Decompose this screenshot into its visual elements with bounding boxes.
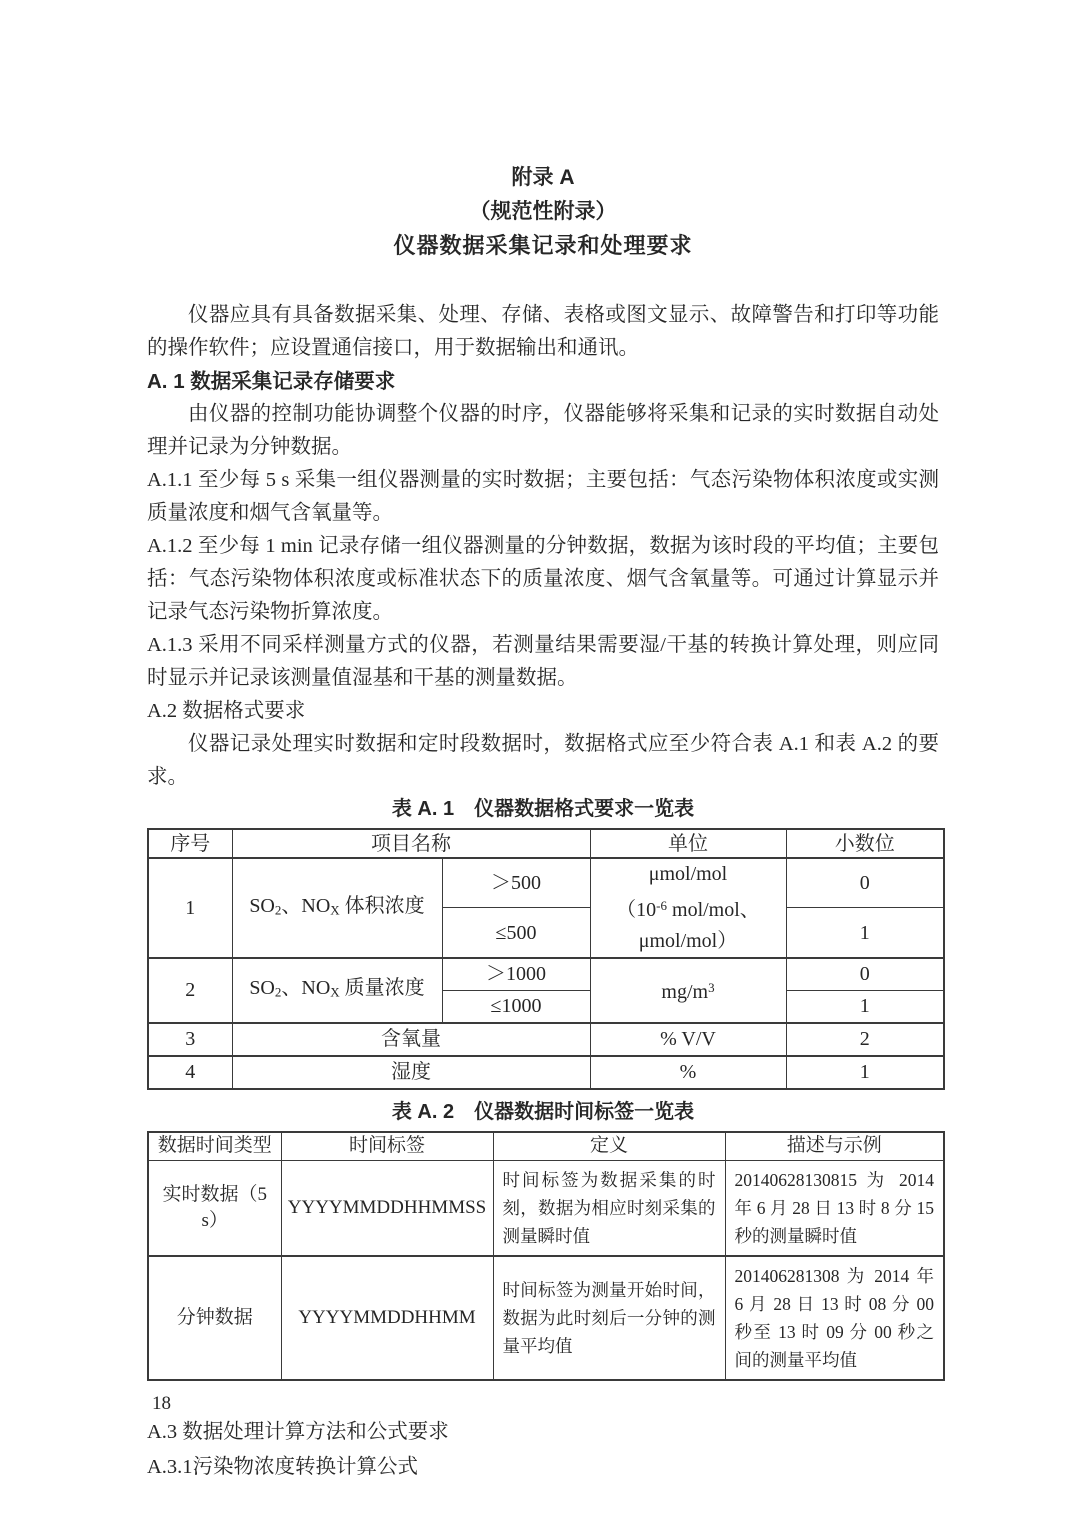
a1-header-unit: 单位 bbox=[590, 829, 786, 858]
chem-formula-part: SO bbox=[249, 977, 275, 1000]
table-row bbox=[148, 858, 944, 908]
paragraph-a2-body: 仪器记录处理实时数据和定时段数据时，数据格式应至少符合表 A.1 和表 A.2 的要求。 bbox=[147, 733, 939, 788]
a1-header-item: 项目名称 bbox=[232, 829, 590, 858]
a1-r3-no: 3 bbox=[148, 1023, 232, 1056]
paragraph-a1-body: 由仪器的控制功能协调整个仪器的时序，仪器能够将采集和记录的实时数据自动处理并记录为分钟数据。 bbox=[147, 403, 939, 458]
a2-r2-definition: 时间标签为测量开始时间，数据为此时刻后一分钟的测量平均值 bbox=[493, 1256, 725, 1380]
table-a1 bbox=[147, 828, 945, 1090]
a2-header-label: 时间标签 bbox=[281, 1132, 493, 1161]
a1-r1-unit bbox=[590, 858, 786, 958]
unit-superscript: 3 bbox=[708, 980, 715, 996]
chem-subscript: 2 bbox=[274, 984, 282, 1000]
table-a1-header-row bbox=[148, 829, 944, 858]
item-label: 体积浓度 bbox=[339, 894, 425, 917]
table-row bbox=[148, 1160, 944, 1256]
a1-r1-cond-le: ≤500 bbox=[442, 908, 590, 958]
unit-superscript: -6 bbox=[656, 898, 668, 913]
chem-subscript: X bbox=[330, 984, 340, 1000]
unit-part: mg/m bbox=[661, 981, 709, 1004]
a2-r1-label: YYYYMMDDHHMMSS bbox=[281, 1160, 493, 1256]
a1-r2-dec-top: 0 bbox=[786, 958, 944, 991]
section-a3-block bbox=[147, 1415, 939, 1485]
table-a2-header-row bbox=[148, 1132, 944, 1161]
section-a3-heading: A.3 数据处理计算方法和公式要求 bbox=[147, 1420, 449, 1443]
unit-part: （10 bbox=[616, 898, 657, 921]
section-a1-heading: A. 1 数据采集记录存储要求 bbox=[147, 370, 396, 393]
a2-header-example: 描述与示例 bbox=[725, 1132, 944, 1161]
chem-subscript: X bbox=[330, 902, 340, 918]
a1-r3-dec: 2 bbox=[786, 1023, 944, 1056]
unit-line-1: μmol/mol bbox=[648, 863, 728, 885]
a1-r4-name: 湿度 bbox=[232, 1056, 590, 1089]
paragraph-intro: 仪器应具有具备数据采集、处理、存储、表格或图文显示、故障警告和打印等功能的操作软件；应设置通信接口，用于数据输出和通讯。 bbox=[147, 304, 939, 359]
a1-r1-dec-bottom: 1 bbox=[786, 908, 944, 958]
a1-r2-dec-bottom: 1 bbox=[786, 990, 944, 1023]
table-row bbox=[148, 958, 944, 991]
table-a2-caption: 表 A. 2 仪器数据时间标签一览表 bbox=[391, 1100, 695, 1123]
a2-r1-example: 20140628130815 为 2014 年 6 月 28 日 13 时 8 分 15 秒的测量瞬时值 bbox=[725, 1160, 944, 1256]
table-row bbox=[148, 1023, 944, 1056]
a1-r2-cond-gt: ＞1000 bbox=[442, 958, 590, 991]
a1-r3-unit: % V/V bbox=[590, 1023, 786, 1056]
a1-header-decimals: 小数位 bbox=[786, 829, 944, 858]
a2-r1-definition: 时间标签为数据采集的时刻，数据为相应时刻采集的测量瞬时值 bbox=[493, 1160, 725, 1256]
appendix-title: 附录 A bbox=[511, 166, 575, 189]
item-label: 质量浓度 bbox=[339, 977, 425, 1000]
section-a2-heading: A.2 数据格式要求 bbox=[147, 700, 306, 722]
paragraph-a12: A.1.2 至少每 1 min 记录存储一组仪器测量的分钟数据，数据为该时段的平均值；主要包括：气态污染物体积浓度或标准状态下的质量浓度、烟气含氧量等。可通过计算显示并记录气态污染物折算浓度。 bbox=[147, 535, 939, 623]
a2-header-type: 数据时间类型 bbox=[148, 1132, 281, 1161]
a1-r2-unit bbox=[590, 958, 786, 1023]
table-row bbox=[148, 1056, 944, 1089]
normative-subtitle: （规范性附录） bbox=[469, 200, 617, 223]
chem-formula-part: 、NO bbox=[281, 977, 331, 1000]
a1-r4-unit: % bbox=[590, 1056, 786, 1089]
chem-formula-part: 、NO bbox=[281, 894, 331, 917]
a2-r2-example: 201406281308 为 2014 年 6 月 28 日 13 时 08 分 00 秒至 13 时 09 分 00 秒之间的测量平均值 bbox=[725, 1256, 944, 1380]
a2-r2-type: 分钟数据 bbox=[148, 1256, 281, 1380]
a1-header-no: 序号 bbox=[148, 829, 232, 858]
a1-r1-dec-top: 0 bbox=[786, 858, 944, 908]
table-a2 bbox=[147, 1131, 945, 1381]
chem-subscript: 2 bbox=[274, 902, 282, 918]
section-a31-heading: A.3.1污染物浓度转换计算公式 bbox=[147, 1455, 419, 1478]
table-a1-caption: 表 A. 1 仪器数据格式要求一览表 bbox=[391, 798, 695, 820]
a1-r1-name bbox=[232, 858, 442, 958]
unit-line-2 bbox=[595, 890, 782, 957]
a2-header-definition: 定义 bbox=[493, 1132, 725, 1161]
a2-r1-type: 实时数据（5 s） bbox=[148, 1160, 281, 1256]
table-row bbox=[148, 1256, 944, 1380]
paragraph-a13: A.1.3 采用不同采样测量方式的仪器，若测量结果需要湿/干基的转换计算处理，则应同时显示并记录该测量值湿基和干基的测量数据。 bbox=[147, 634, 939, 689]
unit-part: mol/mol、μmol/mol） bbox=[638, 898, 760, 952]
a1-r2-no: 2 bbox=[148, 958, 232, 1023]
chem-formula-part: SO bbox=[249, 894, 275, 917]
paragraph-a11: A.1.1 至少每 5 s 采集一组仪器测量的实时数据；主要包括：气态污染物体积浓度或实测质量浓度和烟气含氧量等。 bbox=[147, 469, 939, 524]
a2-r2-label: YYYYMMDDHHMM bbox=[281, 1256, 493, 1380]
page-number: 18 bbox=[152, 1393, 171, 1414]
a1-r1-cond-gt: ＞500 bbox=[442, 858, 590, 908]
a1-r1-no: 1 bbox=[148, 858, 232, 958]
a1-r2-name bbox=[232, 958, 442, 1023]
a1-r2-cond-le: ≤1000 bbox=[442, 990, 590, 1023]
a1-r3-name: 含氧量 bbox=[232, 1023, 590, 1056]
a1-r4-no: 4 bbox=[148, 1056, 232, 1089]
a1-r4-dec: 1 bbox=[786, 1056, 944, 1089]
document-title: 仪器数据采集记录和处理要求 bbox=[393, 233, 693, 258]
